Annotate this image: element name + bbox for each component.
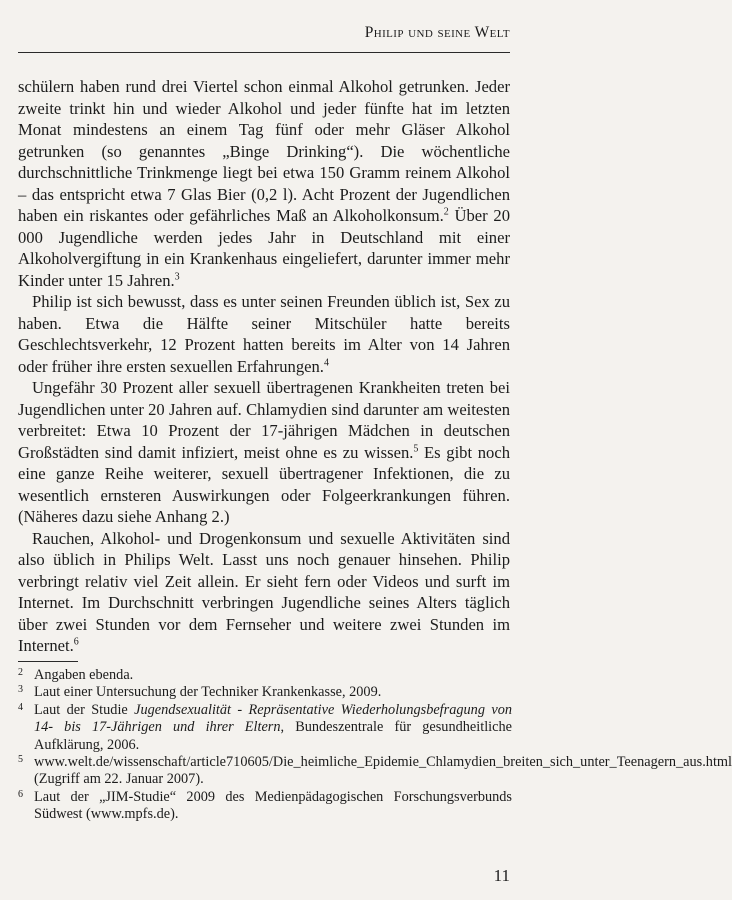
text-run: Rauchen, Alkohol- und Drogenkonsum und sexuelle Aktivitäten sind also üblich in Philips Welt. Lasst uns noch genauer hinsehen. Philip verbringt relativ viel Zeit allein. Er sieht fern oder Videos und surft im Internet. Im Durchschnitt verbringen Jugendliche seines Alters täglich über zwei Stunden vor dem Fernseher und weitere zwei Stunden im Internet. (18, 528, 510, 655)
footnote (18, 789, 512, 824)
text-run: schülern haben rund drei Viertel schon einmal Alkohol getrunken. Jeder zweite trinkt hin und wieder Alkohol und jeder fünfte hat im letzten Monat mindestens an einem Tag fünf oder mehr Gläser Alkohol getrunken (so genanntes „Binge Drinking“). Die wöchentliche durchschnittliche Trinkmenge liegt bei etwa 150 Gramm reinem Alkohol – das entspricht etwa 7 Glas Bier (0,2 l). Acht Prozent der Jugendlichen haben ein riskantes oder gefährliches Maß an Alkoholkonsum. (18, 77, 510, 225)
footnote (18, 667, 512, 684)
footnote-number: 2 (18, 667, 23, 678)
text-run: www.welt.de/wissenschaft/article710605/Die_heimliche_Epidemie_Chlamydien_breiten_sich_unter_Teenagern_aus.html (Zugriff am 22. Januar 2007). (34, 754, 732, 788)
footnote (18, 702, 512, 754)
footnote-number: 5 (18, 754, 23, 766)
text-run: Laut der Studie (34, 701, 135, 718)
text-run: Es gibt noch eine ganze Reihe weiterer, sexuell übertragener Infektionen, die zu wesentlich ernsteren Auswirkungen oder Folgeerkrankungen führen. (Näheres dazu siehe Anhang 2.) (18, 442, 510, 526)
body-paragraph (18, 377, 510, 528)
footnote-number: 4 (18, 701, 23, 713)
footnote-number: 6 (18, 788, 23, 800)
footnote-separator (18, 661, 78, 662)
body-paragraph (18, 76, 510, 291)
text-run: Angaben ebenda. (34, 667, 134, 683)
footnote (18, 754, 732, 789)
text-run: , Bundeszentrale für gesundheitliche Aufklärung, 2006. (34, 719, 512, 753)
body-paragraph (18, 528, 510, 657)
italic-title: Jugendsexualität - Repräsentative Wiederholungsbefragung von 14- bis 17-Jährigen und ihrer Eltern (34, 701, 512, 736)
running-header: Philip und seine Welt (364, 24, 510, 41)
text-run: Über 20 000 Jugendliche werden jedes Jahr in Deutschland mit einer Alkoholvergiftung in ein Krankenhaus eingeliefert, darunter immer mehr Kinder unter 15 Jahren. (18, 206, 510, 290)
text-run: Ungefähr 30 Prozent aller sexuell übertragenen Krankheiten treten bei Jugendlichen unter 20 Jahren auf. Chlamydien sind darunter am weitesten verbreitet: Etwa 10 Prozent der 17-jährigen Mädchen in deutschen Großstädten sind damit infiziert, meist ohne es zu wissen. (18, 378, 510, 462)
body-text (18, 76, 510, 657)
page-number: 11 (493, 866, 510, 885)
footnote-reference: 4 (323, 356, 329, 368)
footnote-number: 3 (18, 684, 23, 696)
footnote (18, 684, 512, 701)
footnote-reference: 3 (174, 270, 180, 282)
footnote-reference: 2 (443, 206, 449, 218)
text-run: Laut einer Untersuchung der Techniker Krankenkasse, 2009. (34, 684, 382, 701)
body-paragraph (18, 291, 510, 377)
text-run: Philip ist sich bewusst, dass es unter seinen Freunden üblich ist, Sex zu haben. Etwa die Hälfte seiner Mitschüler hatte bereits Geschlechtsverkehr, 12 Prozent hatten bereits im Alter von 14 Jahren oder früher ihre ersten sexuellen Erfahrungen. (18, 292, 510, 376)
text-run: Laut der „JIM-Studie“ 2009 des Medienpädagogischen Forschungsverbunds Südwest (www.mpfs.de). (34, 788, 512, 823)
header-rule (18, 52, 510, 53)
footnote-reference: 6 (73, 636, 79, 648)
footnote-reference: 5 (413, 442, 419, 454)
footnotes (18, 667, 732, 824)
